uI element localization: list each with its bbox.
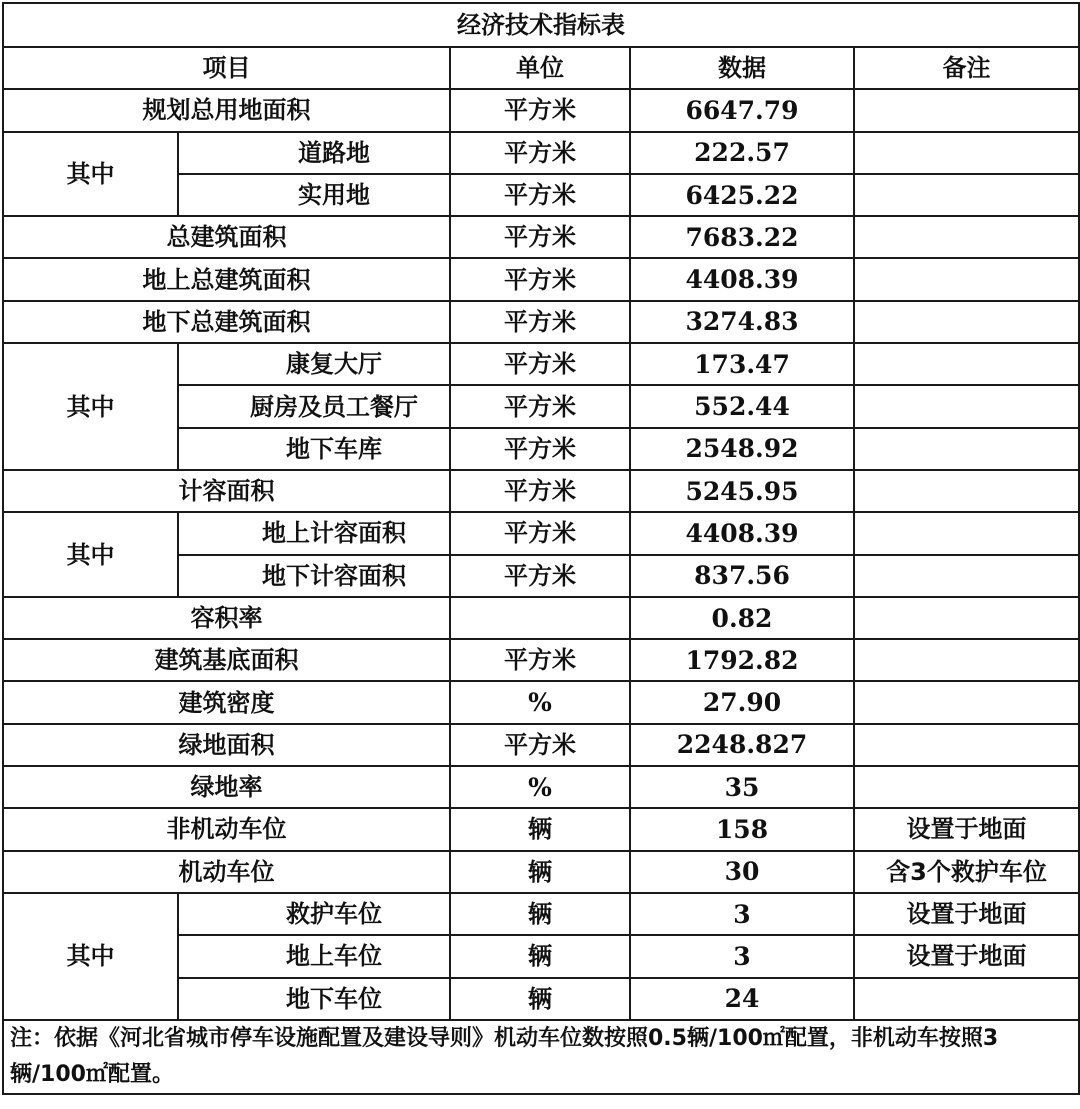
row-unit: 平方米 xyxy=(450,89,630,131)
note-row xyxy=(3,1020,1079,1094)
row-unit: 平方米 xyxy=(450,132,630,174)
row-remark xyxy=(854,258,1079,300)
row-item: 地下车位 xyxy=(178,978,450,1020)
row-unit: 平方米 xyxy=(450,343,630,385)
row-unit: % xyxy=(450,681,630,723)
row-item: 非机动车位 xyxy=(3,808,450,850)
table-row xyxy=(3,470,1079,512)
row-remark xyxy=(854,428,1079,470)
row-item: 道路地 xyxy=(178,132,450,174)
row-value: 6647.79 xyxy=(630,89,854,131)
row-item: 地上车位 xyxy=(178,935,450,977)
group-label: 其中 xyxy=(3,343,178,470)
row-value: 1792.82 xyxy=(630,639,854,681)
table-row xyxy=(3,301,1079,343)
row-item: 地上总建筑面积 xyxy=(3,258,450,300)
row-remark xyxy=(854,132,1079,174)
row-unit: 平方米 xyxy=(450,174,630,216)
row-remark xyxy=(854,681,1079,723)
row-remark xyxy=(854,301,1079,343)
row-value: 24 xyxy=(630,978,854,1020)
row-remark xyxy=(854,639,1079,681)
row-value: 158 xyxy=(630,808,854,850)
row-unit: 辆 xyxy=(450,893,630,935)
row-unit xyxy=(450,597,630,639)
footnote: 注：依据《河北省城市停车设施配置及建设导则》机动车位数按照0.5辆/100㎡配置，非机动车按照3辆/100㎡配置。 xyxy=(3,1020,1079,1094)
row-item: 绿地率 xyxy=(3,766,450,808)
row-value: 7683.22 xyxy=(630,216,854,258)
row-remark: 设置于地面 xyxy=(854,808,1079,850)
row-item: 地上计容面积 xyxy=(178,512,450,554)
header-row xyxy=(3,47,1079,89)
table-row xyxy=(3,597,1079,639)
table-row xyxy=(3,216,1079,258)
table-row xyxy=(3,639,1079,681)
row-unit: 辆 xyxy=(450,851,630,893)
row-value: 837.56 xyxy=(630,555,854,597)
indicator-sheet xyxy=(2,2,1078,1107)
table-row xyxy=(3,343,1079,385)
row-remark: 设置于地面 xyxy=(854,893,1079,935)
row-remark xyxy=(854,766,1079,808)
row-item: 建筑基底面积 xyxy=(3,639,450,681)
row-remark xyxy=(854,724,1079,766)
row-unit: 平方米 xyxy=(450,428,630,470)
table-row xyxy=(3,89,1079,131)
row-unit: 平方米 xyxy=(450,258,630,300)
header-unit: 单位 xyxy=(450,47,630,89)
group-label: 其中 xyxy=(3,512,178,597)
table-row xyxy=(3,681,1079,723)
row-value: 3 xyxy=(630,893,854,935)
row-item: 总建筑面积 xyxy=(3,216,450,258)
row-value: 552.44 xyxy=(630,385,854,427)
row-value: 35 xyxy=(630,766,854,808)
row-remark xyxy=(854,555,1079,597)
row-item: 地下总建筑面积 xyxy=(3,301,450,343)
row-remark xyxy=(854,512,1079,554)
row-item: 规划总用地面积 xyxy=(3,89,450,131)
row-value: 222.57 xyxy=(630,132,854,174)
table-title: 经济技术指标表 xyxy=(3,3,1079,47)
row-unit: 平方米 xyxy=(450,216,630,258)
table-row xyxy=(3,766,1079,808)
row-remark: 含3个救护车位 xyxy=(854,851,1079,893)
row-remark xyxy=(854,978,1079,1020)
row-value: 27.90 xyxy=(630,681,854,723)
row-value: 2248.827 xyxy=(630,724,854,766)
row-unit: 平方米 xyxy=(450,385,630,427)
row-item: 机动车位 xyxy=(3,851,450,893)
row-item: 计容面积 xyxy=(3,470,450,512)
table-row xyxy=(3,258,1079,300)
row-value: 4408.39 xyxy=(630,512,854,554)
row-value: 4408.39 xyxy=(630,258,854,300)
row-value: 0.82 xyxy=(630,597,854,639)
row-remark xyxy=(854,89,1079,131)
header-data: 数据 xyxy=(630,47,854,89)
row-remark xyxy=(854,597,1079,639)
row-unit: 平方米 xyxy=(450,301,630,343)
economic-indicator-table xyxy=(2,2,1080,1095)
row-value: 5245.95 xyxy=(630,470,854,512)
group-label: 其中 xyxy=(3,132,178,217)
row-remark xyxy=(854,343,1079,385)
row-unit: 平方米 xyxy=(450,555,630,597)
row-remark xyxy=(854,385,1079,427)
table-row xyxy=(3,132,1079,174)
table-row xyxy=(3,893,1079,935)
row-remark xyxy=(854,470,1079,512)
row-unit: 平方米 xyxy=(450,470,630,512)
row-unit: 平方米 xyxy=(450,512,630,554)
row-value: 30 xyxy=(630,851,854,893)
row-unit: 辆 xyxy=(450,808,630,850)
row-value: 173.47 xyxy=(630,343,854,385)
row-item: 康复大厅 xyxy=(178,343,450,385)
row-unit: 辆 xyxy=(450,978,630,1020)
row-value: 3274.83 xyxy=(630,301,854,343)
row-item: 地下计容面积 xyxy=(178,555,450,597)
row-remark: 设置于地面 xyxy=(854,935,1079,977)
row-remark xyxy=(854,216,1079,258)
row-remark xyxy=(854,174,1079,216)
row-unit: 辆 xyxy=(450,935,630,977)
row-value: 3 xyxy=(630,935,854,977)
header-item: 项目 xyxy=(3,47,450,89)
row-value: 6425.22 xyxy=(630,174,854,216)
row-item: 容积率 xyxy=(3,597,450,639)
row-value: 2548.92 xyxy=(630,428,854,470)
row-item: 救护车位 xyxy=(178,893,450,935)
row-item: 实用地 xyxy=(178,174,450,216)
row-unit: % xyxy=(450,766,630,808)
row-item: 建筑密度 xyxy=(3,681,450,723)
row-item: 厨房及员工餐厅 xyxy=(178,385,450,427)
row-unit: 平方米 xyxy=(450,724,630,766)
table-row xyxy=(3,851,1079,893)
row-unit: 平方米 xyxy=(450,639,630,681)
table-row xyxy=(3,724,1079,766)
header-remark: 备注 xyxy=(854,47,1079,89)
group-label: 其中 xyxy=(3,893,178,1020)
row-item: 地下车库 xyxy=(178,428,450,470)
table-title-row xyxy=(3,3,1079,47)
table-row xyxy=(3,808,1079,850)
row-item: 绿地面积 xyxy=(3,724,450,766)
table-row xyxy=(3,512,1079,554)
